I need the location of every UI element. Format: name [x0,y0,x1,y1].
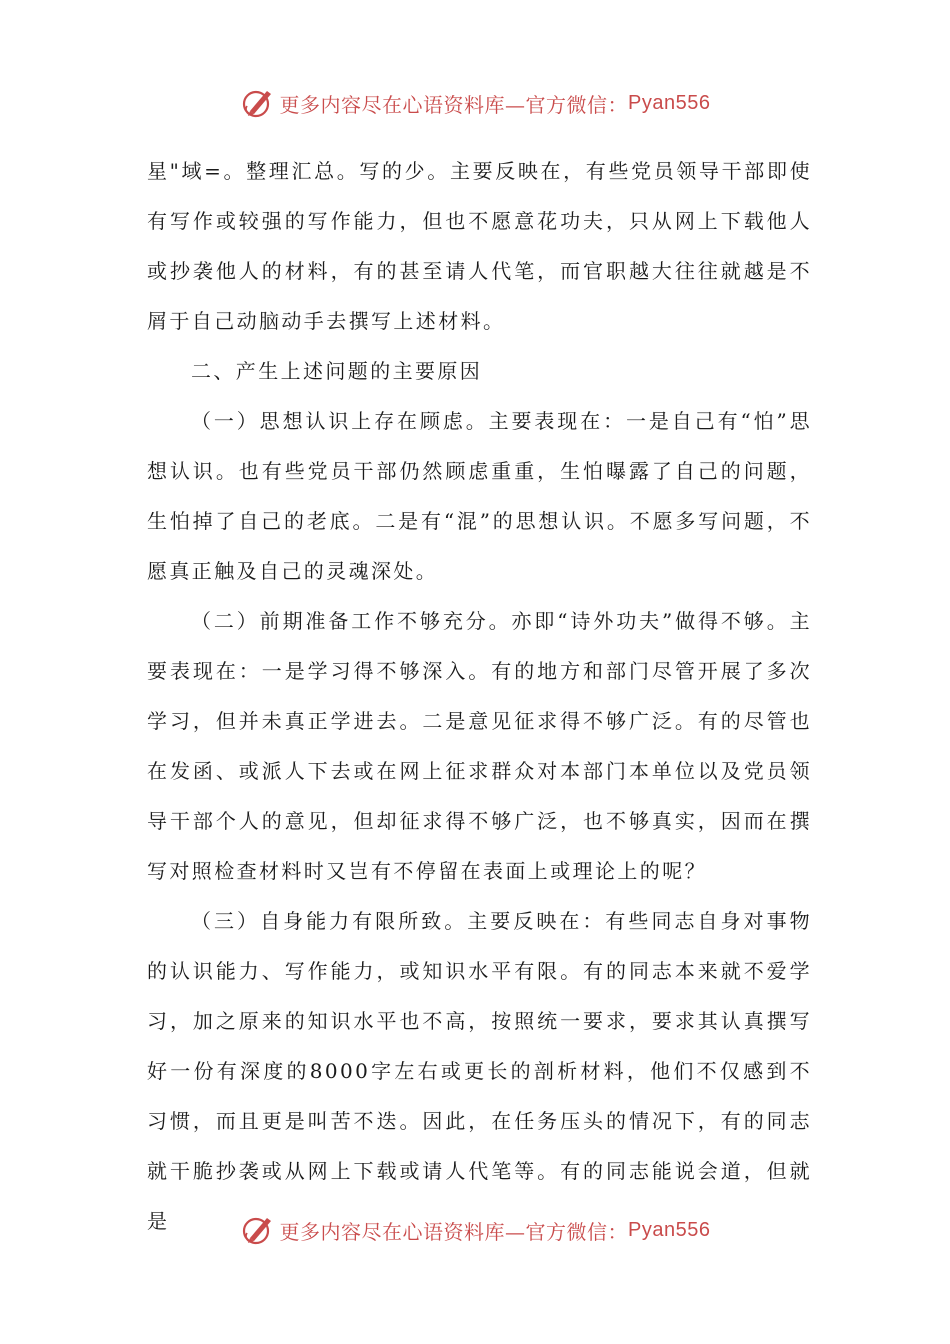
document-body [147,146,812,1246]
pen-logo-icon [240,85,276,121]
paragraph-reason-2: （二）前期准备工作不够充分。亦即“诗外功夫”做得不够。主要表现在：一是学习得不够深入。有的地方和部门尽管开展了多次学习，但并未真正学进去。二是意见征求得不够广泛。有的尽管也在发函、或派人下去或在网上征求群众对本部门本单位以及党员领导干部个人的意见，但却征求得不够广泛，也不够真实，因而在撰写对照检查材料时又岂有不停留在表面上或理论上的呢？ [147,609,812,883]
pen-logo-icon [240,1212,276,1248]
footer-banner-text: 更多内容尽在心语资料库—官方微信： [279,1219,629,1244]
header-banner-text: 更多内容尽在心语资料库—官方微信： [279,92,629,117]
footer-banner [0,1205,950,1255]
header-banner-wechat-id: Pyan556 [628,91,711,114]
paragraph-reason-1: （一）思想认识上存在顾虑。主要表现在：一是自己有“怕”思想认识。也有些党员干部仍然顾虑重重，生怕曝露了自己的问题，生怕掉了自己的老底。二是有“混”的思想认识。不愿多写问题，不愿真正触及自己的灵魂深处。 [147,409,812,583]
footer-banner-wechat-id: Pyan556 [628,1218,711,1241]
paragraph-reason-3: （三）自身能力有限所致。主要反映在：有些同志自身对事物的认识能力、写作能力，或知识水平有限。有的同志本来就不爱学习，加之原来的知识水平也不高，按照统一要求，要求其认真撰写好一份有深度的8000字左右或更长的剖析材料，他们不仅感到不习惯，而且更是叫苦不迭。因此，在任务压头的情况下，有的同志就干脆抄袭或从网上下载或请人代笔等。有的同志能说会道，但就是 [147,909,812,1233]
header-banner [0,78,950,128]
section-heading: 二、产生上述问题的主要原因 [191,359,483,383]
paragraph-continuation: 星"域=。整理汇总。写的少。主要反映在，有些党员领导干部即使有写作或较强的写作能力，但也不愿意花功夫，只从网上下载他人或抄袭他人的材料，有的甚至请人代笔，而官职越大往往就越是不屑于自己动脑动手去撰写上述材料。 [147,159,812,333]
